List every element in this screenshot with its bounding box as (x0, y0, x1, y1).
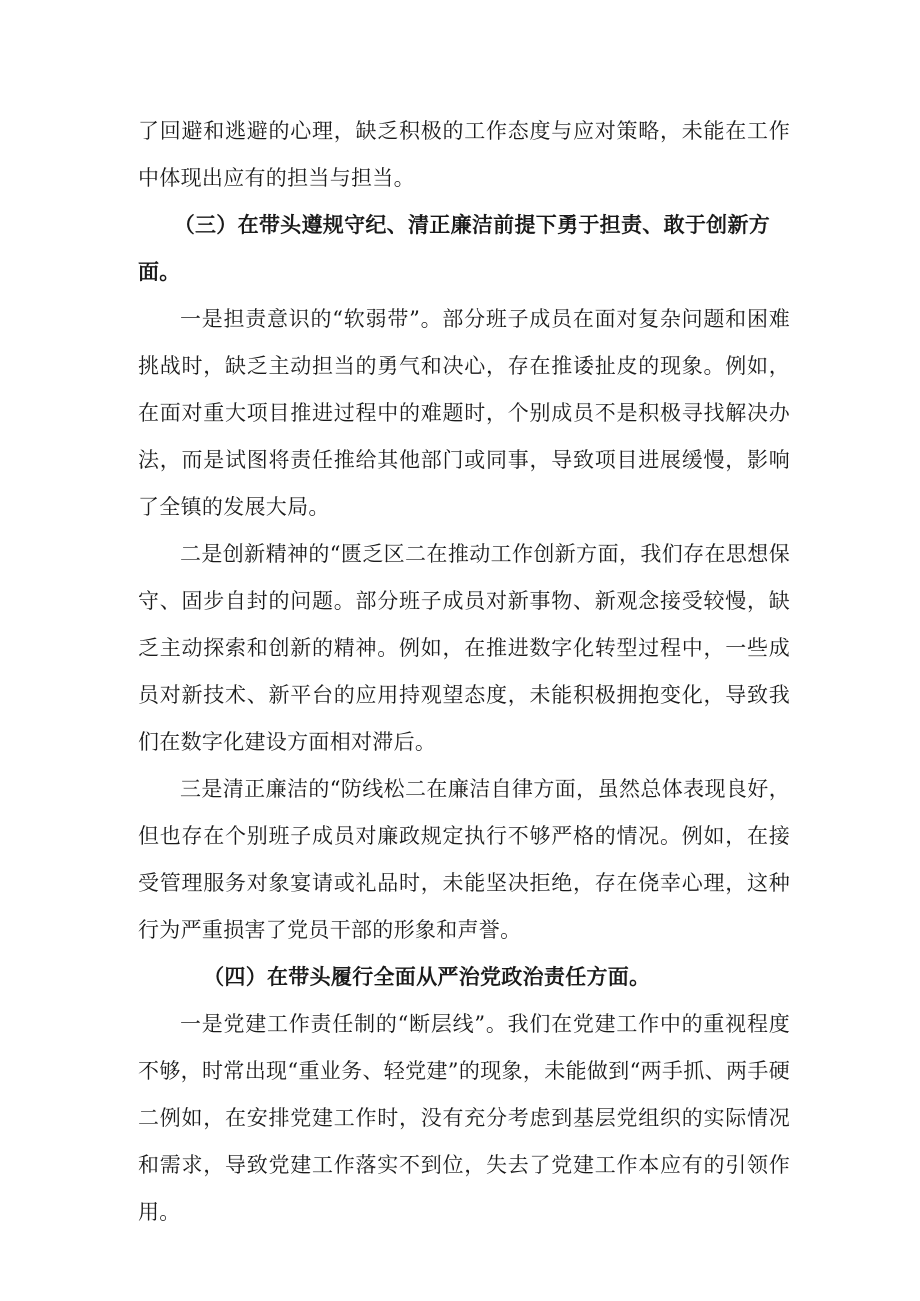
paragraph-integrity: 三是清正廉洁的“防线松二在廉洁自律方面，虽然总体表现良好，但也存在个别班子成员对廉政规定执行不够严格的情况。例如，在接受管理服务对象宴请或礼品时，未能坚决拒绝，存在侥幸心理，这种行为严重损害了党员干部的形象和声誉。 (138, 777, 790, 942)
section-heading-3: （三）在带头遵规守纪、清正廉洁前提下勇于担责、敢于创新方面。 (138, 213, 771, 284)
paragraph-party-building: 一是党建工作责任制的“断层线”。我们在党建工作中的重视程度不够，时常出现“重业务、轻党建”的现象，未能做到“两手抓、两手硬二例如，在安排党建工作时，没有充分考虑到基层党组织的实际情况和需求，导致党建工作落实不到位，失去了党建工作本应有的引领作用。 (138, 1012, 790, 1224)
paragraph-innovation: 二是创新精神的“匮乏区二在推动工作创新方面，我们存在思想保守、固步自封的问题。部分班子成员对新事物、新观念接受较慢，缺乏主动探索和创新的精神。例如，在推进数字化转型过程中，一些成员对新技术、新平台的应用持观望态度，未能积极拥抱变化，导致我们在数字化建设方面相对滞后。 (138, 542, 790, 754)
document-body (138, 108, 790, 1236)
paragraph-continuation: 了回避和逃避的心理，缺乏积极的工作态度与应对策略，未能在工作中体现出应有的担当与担当。 (138, 119, 790, 190)
paragraph-responsibility: 一是担责意识的“软弱带”。部分班子成员在面对复杂问题和困难挑战时，缺乏主动担当的勇气和决心，存在推诿扯皮的现象。例如，在面对重大项目推进过程中的难题时，个别成员不是积极寻找解决办法，而是试图将责任推给其他部门或同事，导致项目进展缓慢，影响了全镇的发展大局。 (138, 307, 790, 519)
section-heading-4: （四）在带头履行全面从严治党政治责任方面。 (203, 965, 651, 989)
